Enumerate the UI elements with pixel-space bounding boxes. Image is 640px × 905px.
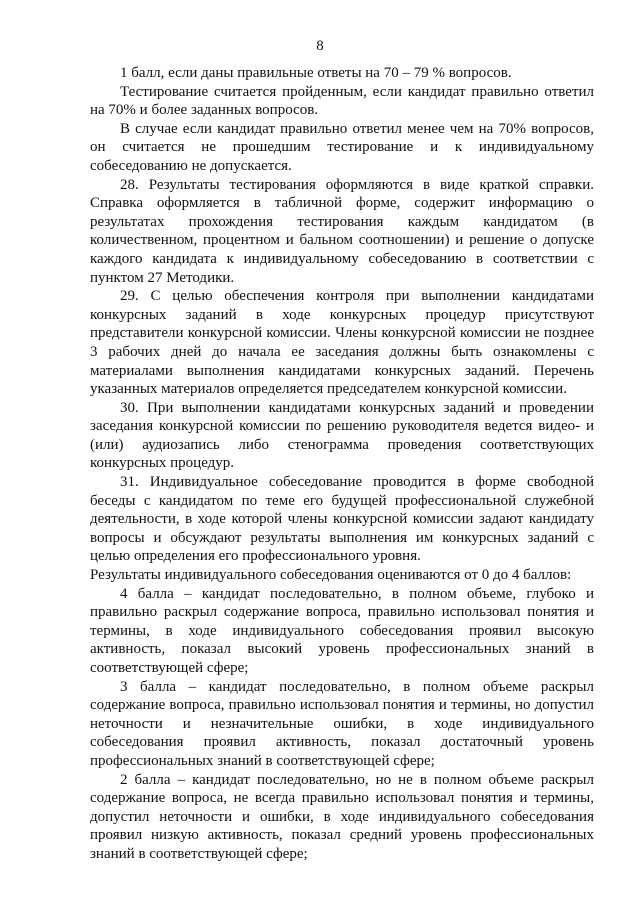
document-body — [90, 64, 594, 864]
paragraph-interview-scoring: Результаты индивидуального собеседования оцениваются от 0 до 4 баллов: — [90, 567, 572, 584]
paragraph-passing-score-1: 1 балл, если даны правильные ответы на 70 – 79 % вопросов. — [120, 65, 512, 81]
paragraph-score-2: 2 балла – кандидат последовательно, но не в полном объеме раскрыл содержание вопроса, не всегда правильно использовал понятия и термины, допустил неточности и ошибки, в ходе индивидуального собеседования проявил низкую активность, показал средний уровень профессиональных знаний в соответствующей сфере; — [90, 771, 594, 862]
paragraph-score-3: 3 балла – кандидат последовательно, в полном объеме раскрыл содержание вопроса, правильно использовал понятия и термины, но допустил неточности и незначительные ошибки, в ходе индивидуального собеседования проявил активность, показал достаточный уровень профессиональных знаний в соответствующей сфере; — [90, 678, 594, 769]
page-number: 8 — [316, 38, 324, 54]
paragraph-score-4: 4 балла – кандидат последовательно, в полном объеме, глубоко и правильно раскрыл содержание вопроса, правильно использовал понятия и термины, в ходе индивидуального собеседования проявил высокую активность, показал высокий уровень профессиональных знаний в соответствующей сфере; — [90, 585, 594, 676]
paragraph-item-31: 31. Индивидуальное собеседование проводится в форме свободной беседы с кандидатом по теме его будущей профессиональной служебной деятельности, в ходе которой члены конкурсной комиссии задают кандидату вопросы и обсуждают результаты выполнения им конкурсных заданий с целью определения его профессионального уровня. — [90, 474, 594, 565]
paragraph-item-29: 29. С целью обеспечения контроля при выполнении кандидатами конкурсных заданий в ходе конкурсных процедур присутствуют представители конкурсной комиссии. Члены конкурсной комиссии не позднее 3 рабочих дней до начала ее заседания должны быть ознакомлены с материалами выполнения кандидатами конкурсных заданий. Перечень указанных материалов определяется председателем конкурсной комиссии. — [90, 288, 594, 398]
paragraph-test-failed: В случае если кандидат правильно ответил менее чем на 70% вопросов, он считается не прошедшим тестирование и к индивидуальному собеседованию не допускается. — [90, 120, 594, 174]
paragraph-item-30: 30. При выполнении кандидатами конкурсных заданий и проведении заседания конкурсной комиссии по решению руководителя ведется видео- и (или) аудиозапись либо стенограмма проведения соответствующих конкурсных процедур. — [90, 399, 594, 472]
paragraph-test-passed: Тестирование считается пройденным, если кандидат правильно ответил на 70% и более заданных вопросов. — [90, 83, 594, 119]
paragraph-item-28: 28. Результаты тестирования оформляются в виде краткой справки. Справка оформляется в табличной форме, содержит информацию о результатах прохождения тестирования каждым кандидатом (в количественном, процентном и бальном соотношении) и решение о допуске каждого кандидата к индивидуальному собеседованию в соответствии с пунктом 27 Методики. — [90, 176, 594, 286]
